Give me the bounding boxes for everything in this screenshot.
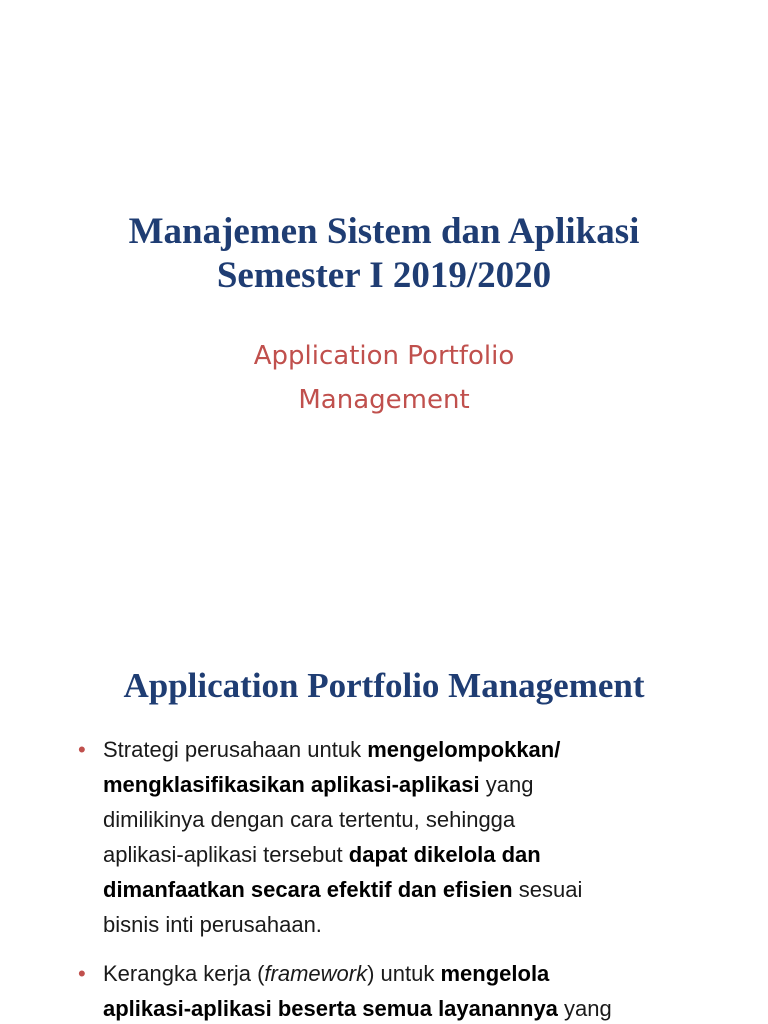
line-bold-text: mengelola xyxy=(440,961,550,986)
bullet-line xyxy=(103,837,758,872)
line-italic-text: framework xyxy=(264,961,368,986)
line-text: yang xyxy=(557,996,612,1021)
line-text: dimilikinya dengan cara tertentu, sehingga xyxy=(103,807,516,832)
line-text: Strategi perusahaan untuk xyxy=(103,737,368,762)
bullet-line xyxy=(103,991,758,1024)
presentation-title xyxy=(0,210,768,298)
bullet-line xyxy=(103,802,758,837)
line-bold-text: mengelompokkan/ xyxy=(367,737,561,762)
line-bold-text: mengklasifikasikan aplikasi-aplikasi xyxy=(103,772,480,797)
bullet-line xyxy=(103,767,758,802)
bullet-list xyxy=(78,732,758,1024)
title-line-1: Manajemen Sistem dan Aplikasi xyxy=(128,211,640,252)
slide-title: Application Portfolio Management xyxy=(123,666,645,705)
bullet-line xyxy=(103,907,758,942)
bullet-line xyxy=(103,872,758,907)
line-text: bisnis inti perusahaan. xyxy=(103,912,322,937)
bullet-item xyxy=(78,732,758,942)
line-bold-text: aplikasi-aplikasi beserta semua layanannya xyxy=(103,996,558,1021)
bullet-dot-icon: • xyxy=(78,961,86,986)
line-text: Kerangka kerja ( xyxy=(103,961,265,986)
line-text: sesuai xyxy=(512,877,583,902)
content-slide xyxy=(0,640,768,1024)
bullet-item xyxy=(78,956,758,1024)
line-text: ) untuk xyxy=(367,961,441,986)
line-bold-text: dapat dikelola dan xyxy=(348,842,541,867)
title-line-2: Semester I 2019/2020 xyxy=(216,255,552,296)
bullet-dot-icon: • xyxy=(78,737,86,762)
subtitle-line-1: Application Portfolio xyxy=(253,341,515,371)
line-text: yang xyxy=(479,772,534,797)
line-bold-text: dimanfaatkan secara efektif dan efisien xyxy=(103,877,513,902)
bullet-line xyxy=(103,732,758,767)
bullet-line xyxy=(103,956,758,991)
subtitle-line-2: Management xyxy=(298,385,470,415)
line-text: aplikasi-aplikasi tersebut xyxy=(103,842,349,867)
presentation-subtitle xyxy=(0,334,768,422)
